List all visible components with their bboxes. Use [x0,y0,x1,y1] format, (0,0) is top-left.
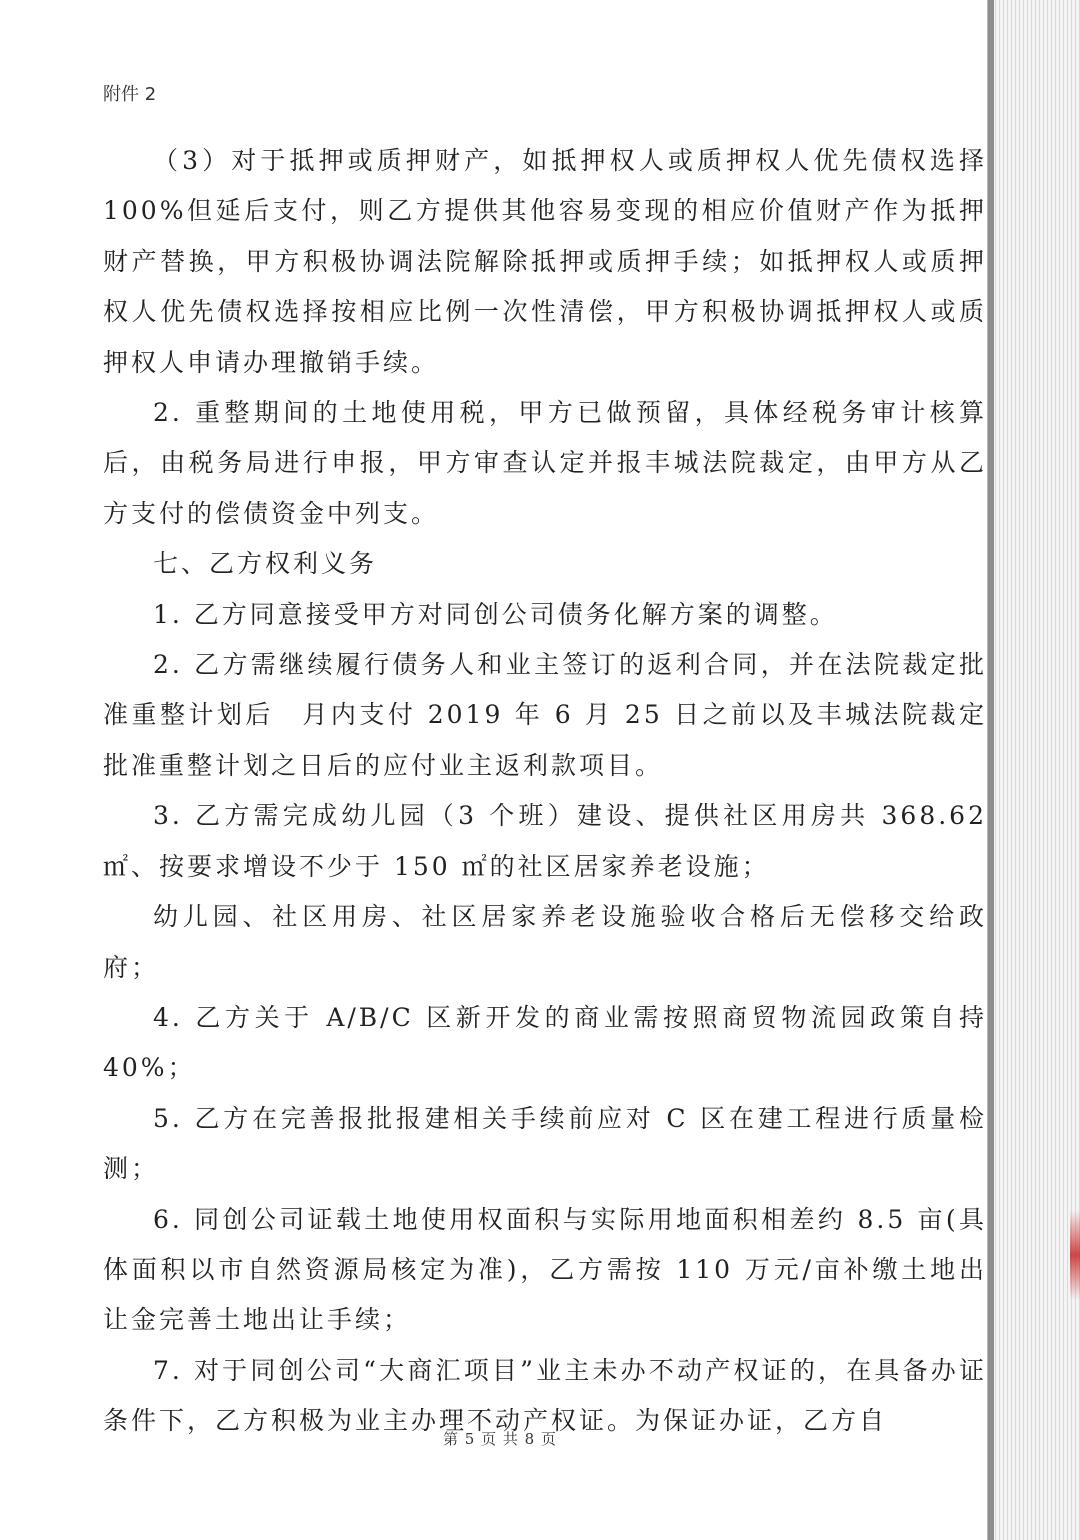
paragraph-item-3-cont: 幼儿园、社区用房、社区居家养老设施验收合格后无偿移交给政府； [103,902,987,982]
paragraph-item-5: 5. 乙方在完善报批报建相关手续前应对 C 区在建工程进行质量检测； [103,1103,987,1184]
paragraph-item-6: 6. 同创公司证载土地使用权面积与实际用地面积相差约 8.5 亩(具体面积以市自然资源局核定为准)，乙方需按 110 万元/亩补缴土地出让金完善土地出让手续； [103,1204,987,1335]
paragraph-mortgage: （3）对于抵押或质押财产，如抵押权人或质押权人优先债权选择100%但延后支付，则乙方提供其他容易变现的相应价值财产作为抵押财产替换，甲方积极协调法院解除抵押或质押手续；如抵押权人或质押权人优先债权选择按相应比例一次性清偿，甲方积极协调抵押权人或质押权人申请办理撤销手续。 [103,146,987,377]
page-stack-edge [987,0,1080,1540]
paragraph-item-2: 2. 乙方需继续履行债务人和业主签订的返利合同，并在法院裁定批准重整计划后 月内支付 2019 年 6 月 25 日之前以及丰城法院裁定批准重整计划之日后的应付业主返利款项目。 [103,650,987,780]
paragraph-item-7: 7. 对于同创公司“大商汇项目”业主未办不动产权证的，在具备办证条件下，乙方积极为业主办理不动产权证。为保证办证，乙方自 [103,1355,987,1436]
attachment-label: 附件 2 [103,84,157,105]
section-heading-rights: 七、乙方权利义务 [153,549,378,579]
paragraph-item-1: 1. 乙方同意接受甲方对同创公司债务化解方案的调整。 [153,599,838,629]
paragraph-item-4: 4. 乙方关于 A/B/C 区新开发的商业需按照商贸物流园政策自持 40%； [103,1002,987,1083]
page-number: 第 5 页 共 8 页 [443,1430,557,1448]
paragraph-item-3: 3. 乙方需完成幼儿园（3 个班）建设、提供社区用房共 368.62 ㎡、按要求增设不少于 150 ㎡的社区居家养老设施； [103,801,987,881]
document-body [103,136,987,1447]
red-seal-edge [1070,1210,1080,1300]
paragraph-land-tax: 2. 重整期间的土地使用税，甲方已做预留，具体经税务审计核算后，由税务局进行申报，甲方审查认定并报丰城法院裁定，由甲方从乙方支付的偿债资金中列支。 [103,398,987,528]
